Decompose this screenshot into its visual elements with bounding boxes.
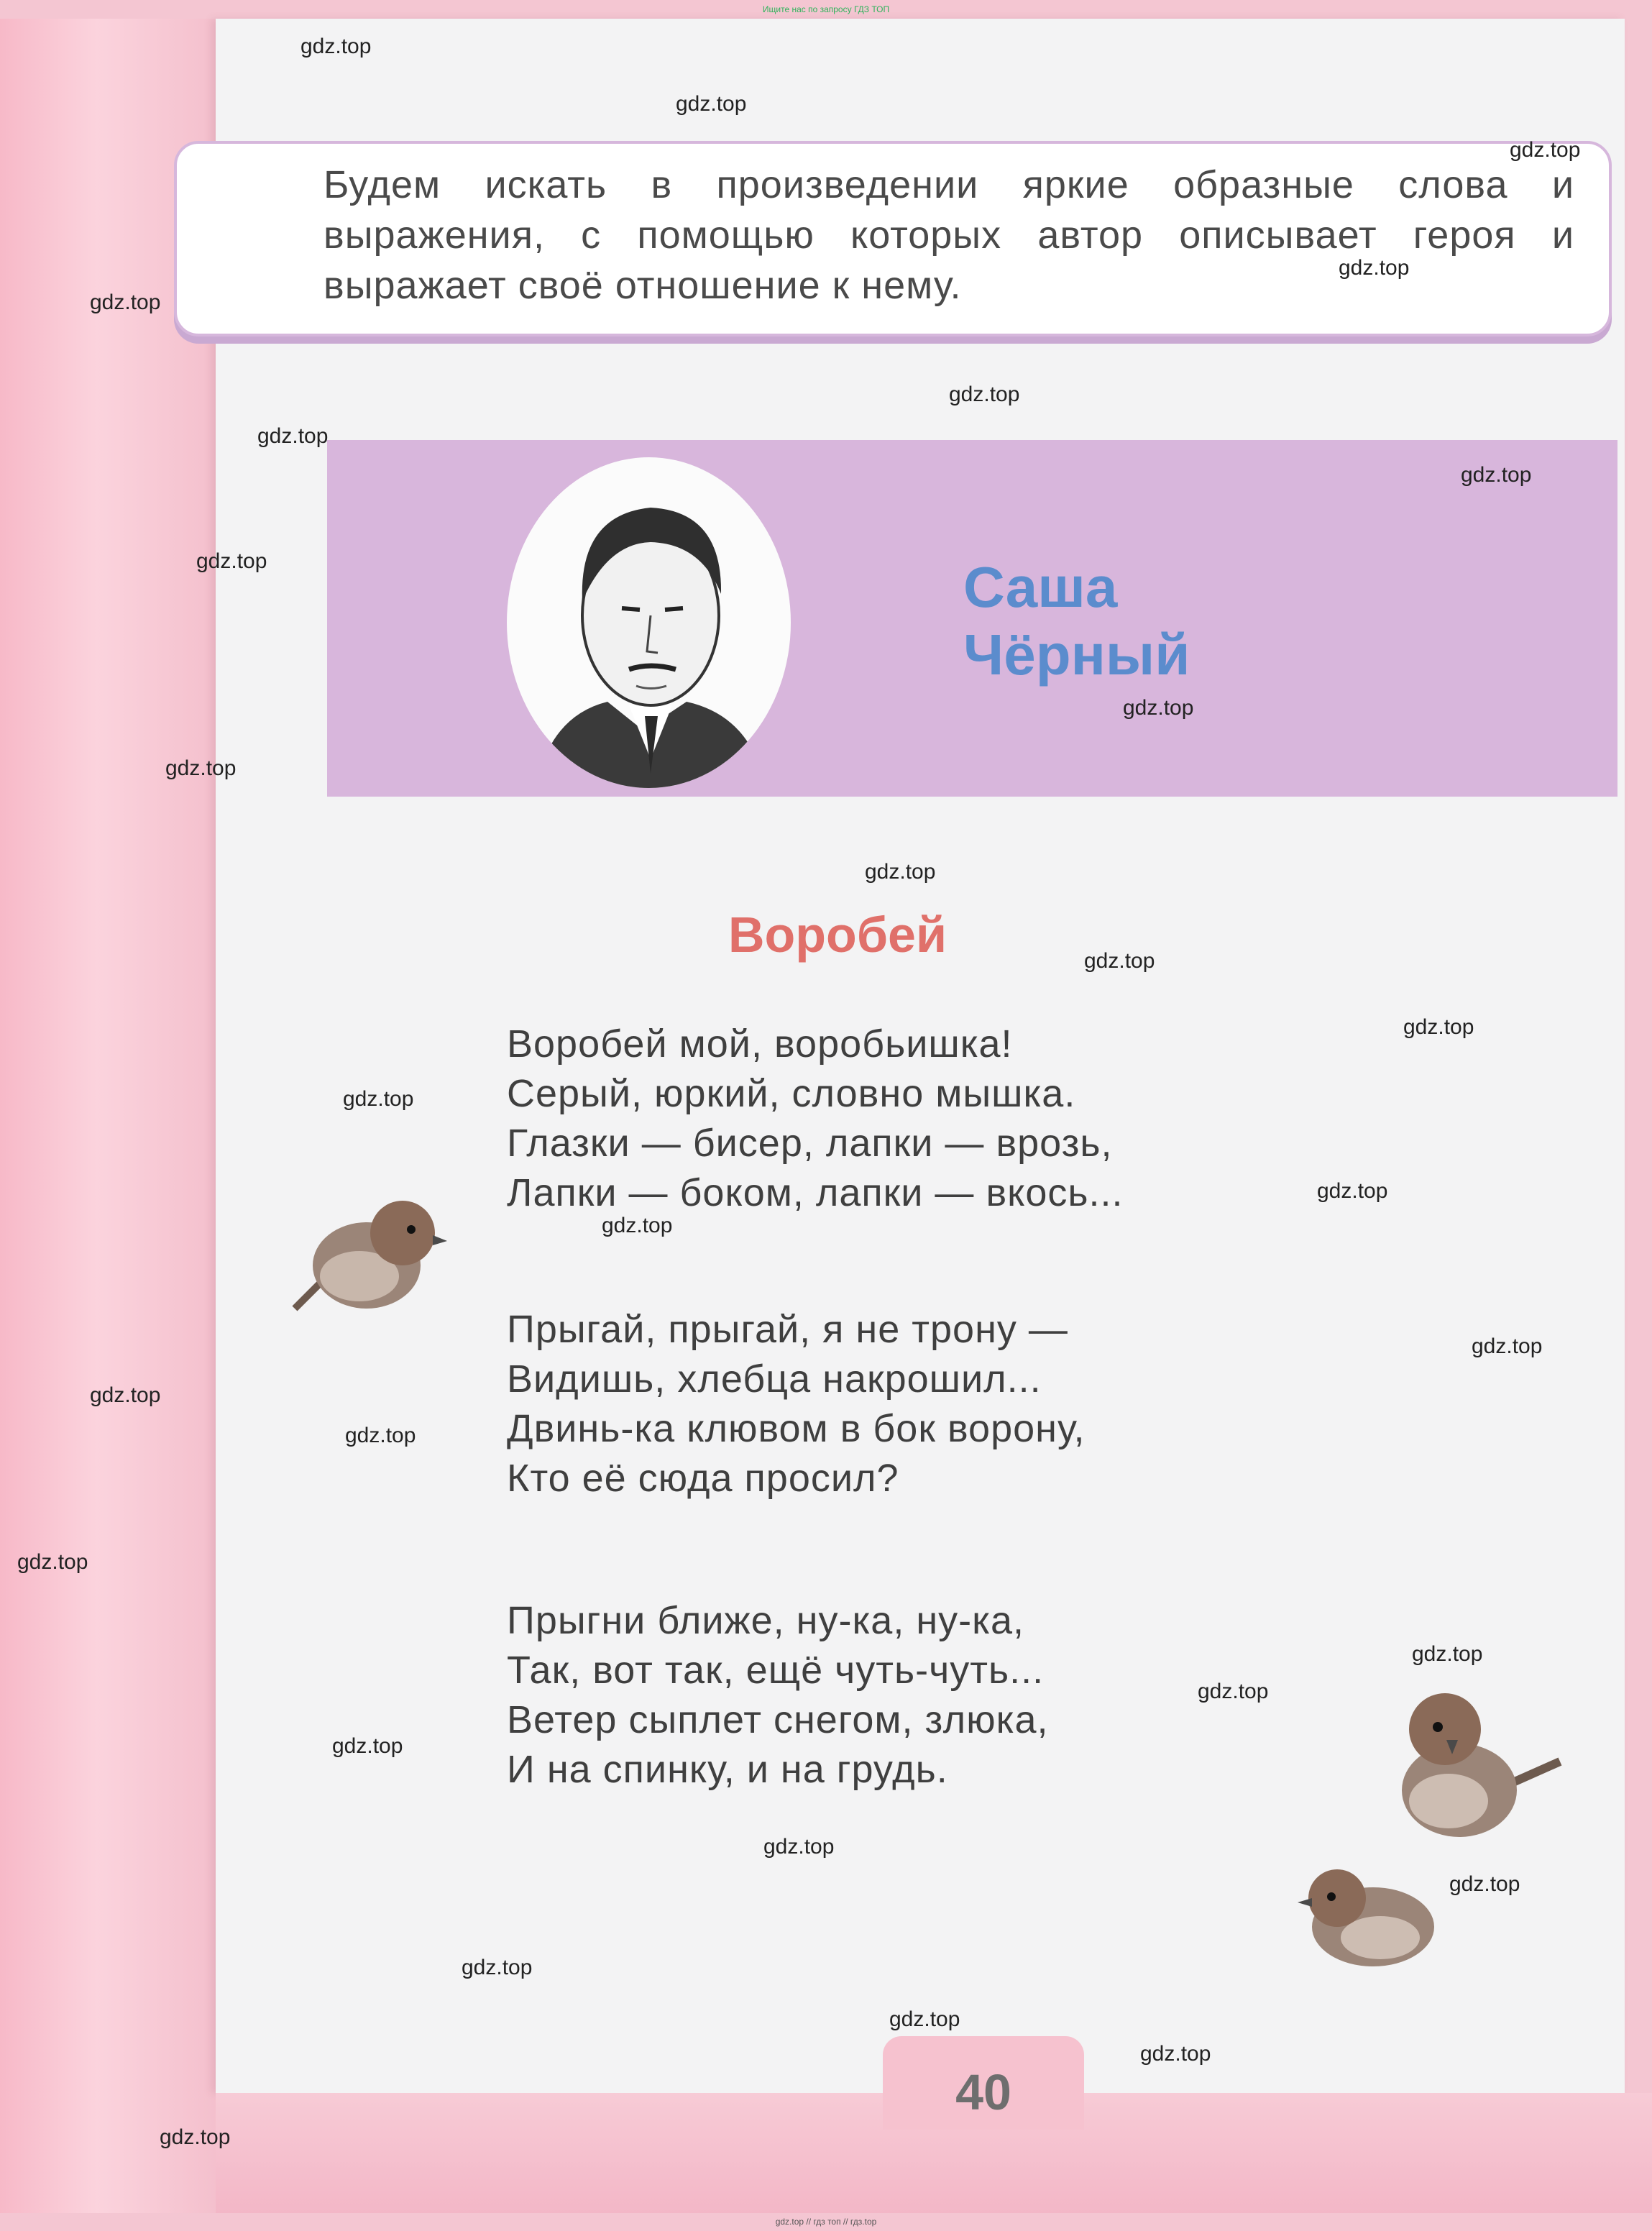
author-name [963, 554, 1323, 689]
watermark: gdz.top [90, 1383, 161, 1407]
watermark: gdz.top [1339, 256, 1410, 280]
watermark: gdz.top [1472, 1334, 1543, 1358]
watermark: gdz.top [1510, 138, 1581, 162]
watermark: gdz.top [462, 1956, 533, 1979]
watermark: gdz.top [1317, 1179, 1388, 1203]
watermark: gdz.top [602, 1214, 673, 1237]
watermark: gdz.top [90, 290, 161, 314]
poem-title: Воробей [728, 907, 947, 963]
poem-line: Прыгай, прыгай, я не трону — [507, 1308, 1068, 1351]
poem-line: Двинь-ка клювом в бок ворону, [507, 1407, 1086, 1450]
poem-line: Ветер сыплет снегом, злюка, [507, 1698, 1049, 1741]
sparrow-illustration [1380, 1682, 1567, 1848]
portrait-drawing [507, 457, 791, 788]
left-decorative-strip [0, 19, 216, 2213]
watermark: gdz.top [17, 1550, 88, 1574]
poem-line: Глазки — бисер, лапки — врозь, [507, 1122, 1113, 1165]
bottom-banner: gdz.top // гдз топ // гдз.top [775, 2217, 877, 2227]
watermark: gdz.top [343, 1087, 414, 1111]
poem-line: Так, вот так, ещё чуть-чуть... [507, 1649, 1045, 1692]
watermark: gdz.top [889, 2007, 960, 2031]
top-banner: Ищите нас по запросу ГДЗ ТОП [762, 4, 890, 14]
watermark: gdz.top [332, 1734, 403, 1758]
poem-line: Лапки — боком, лапки — вкось... [507, 1171, 1124, 1214]
watermark: gdz.top [165, 756, 237, 780]
watermark: gdz.top [160, 2125, 231, 2149]
watermark: gdz.top [1403, 1015, 1474, 1039]
watermark: gdz.top [865, 860, 936, 884]
watermark: gdz.top [1412, 1642, 1483, 1666]
watermark: gdz.top [949, 382, 1020, 406]
poem-stanza-1 [507, 1020, 1369, 1218]
poem-line: Прыгни ближе, ну-ка, ну-ка, [507, 1599, 1024, 1642]
watermark: gdz.top [1198, 1680, 1269, 1703]
poem-line: И на спинку, и на грудь. [507, 1748, 948, 1791]
poem-line: Воробей мой, воробьишка! [507, 1022, 1013, 1066]
watermark: gdz.top [196, 549, 267, 573]
watermark: gdz.top [1449, 1872, 1520, 1896]
poem-line: Кто её сюда просил? [507, 1457, 899, 1500]
sparrow-illustration [280, 1179, 453, 1323]
watermark: gdz.top [345, 1424, 416, 1447]
watermark: gdz.top [1123, 696, 1194, 720]
sparrow-illustration [1287, 1855, 1452, 1977]
poem-line: Серый, юркий, словно мышка. [507, 1072, 1076, 1115]
poem-line: Видишь, хлебца накрошил... [507, 1357, 1042, 1401]
watermark: gdz.top [1140, 2042, 1211, 2066]
watermark: gdz.top [1084, 949, 1155, 973]
lesson-goal-text: Будем искать в произведении яркие образные слова и выражения, с помощью которых автор описывает героя и выражает своё отношение к нему. [323, 163, 1574, 307]
watermark: gdz.top [300, 35, 372, 58]
watermark: gdz.top [763, 1835, 835, 1859]
watermark: gdz.top [1461, 463, 1532, 487]
author-portrait [507, 457, 791, 788]
watermark: gdz.top [257, 424, 329, 448]
page-number: 40 [955, 2064, 1011, 2120]
author-last-name: Чёрный [963, 623, 1190, 687]
poem-stanza-2 [507, 1305, 1369, 1503]
watermark: gdz.top [676, 92, 747, 116]
author-first-name: Саша [963, 555, 1118, 619]
